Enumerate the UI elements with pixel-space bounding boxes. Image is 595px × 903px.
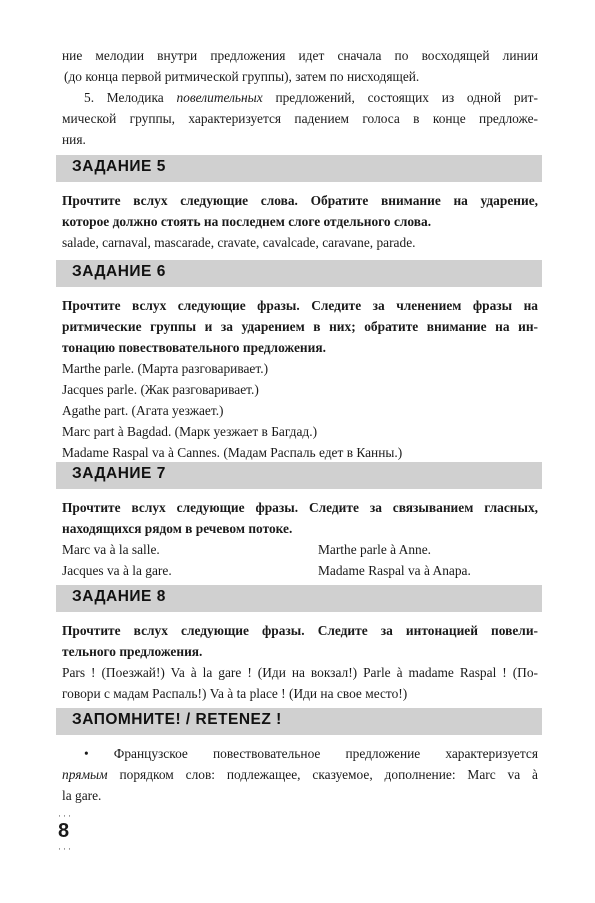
remember-line-1: • Французское повествовательное предложение характеризуется bbox=[84, 746, 538, 761]
remember-title: ЗАПОМНИТЕ! / RETENEZ ! bbox=[72, 711, 282, 728]
task7-instruction-1: Прочтите вслух следующие фразы. Следите за связыванием гласных, bbox=[62, 500, 538, 515]
task8-title: ЗАДАНИЕ 8 bbox=[72, 588, 166, 605]
page-number-dots-bottom: ··· bbox=[58, 844, 73, 854]
task6-header bbox=[56, 260, 542, 287]
intro-line-1: ние мелодии внутри предложения идет сначала по восходящей линии bbox=[62, 48, 538, 63]
remember-line-3: la gare. bbox=[62, 788, 102, 803]
task7-phrase-right: Madame Raspal va à Anapa. bbox=[318, 563, 471, 578]
task5-header bbox=[56, 155, 542, 182]
intro-paragraph-5 bbox=[62, 87, 538, 108]
task5-instruction-2: которое должно стоять на последнем слоге отдельного слова. bbox=[62, 214, 432, 229]
intro-line-5: ния. bbox=[62, 132, 86, 147]
task5-words: salade, carnaval, mascarade, cravate, cavalcade, caravane, parade. bbox=[62, 235, 416, 250]
task6-title: ЗАДАНИЕ 6 bbox=[72, 263, 166, 280]
task7-instruction-2: находящихся рядом в речевом потоке. bbox=[62, 521, 293, 536]
intro-p5-prefix: 5. Мелодика bbox=[84, 90, 177, 105]
task6-phrase: Marthe parle. (Марта разговаривает.) bbox=[62, 361, 269, 376]
task8-phrases-line-2: говори с мадам Распаль!) Va à ta place ! (Иди на свое место!) bbox=[62, 686, 408, 701]
intro-p5-suffix: предложений, состоящих из одной рит- bbox=[262, 90, 538, 105]
task8-phrases-line-1: Pars ! (Поезжай!) Va à la gare ! (Иди на вокзал!) Parle à madame Raspal ! (По- bbox=[62, 665, 538, 680]
task5-title: ЗАДАНИЕ 5 bbox=[72, 158, 166, 175]
task7-header bbox=[56, 462, 542, 489]
remember-line-2-text: порядком слов: подлежащее, сказуемое, дополнение: Marc va à bbox=[107, 767, 538, 782]
task8-instruction-1: Прочтите вслух следующие фразы. Следите за интонацией повели- bbox=[62, 623, 538, 638]
task6-phrase: Madame Raspal va à Cannes. (Мадам Распаль едет в Канны.) bbox=[62, 445, 403, 460]
task7-phrase-right: Marthe parle à Anne. bbox=[318, 542, 432, 557]
task6-instruction-3: тонацию повествовательного предложения. bbox=[62, 340, 326, 355]
task6-phrase: Jacques parle. (Жак разговаривает.) bbox=[62, 382, 259, 397]
intro-line-2: (до конца первой ритмической группы), затем по нисходящей. bbox=[64, 69, 420, 84]
intro-p5-italic: повелительных bbox=[176, 90, 263, 105]
task7-title: ЗАДАНИЕ 7 bbox=[72, 465, 166, 482]
task6-phrase: Agathe part. (Агата уезжает.) bbox=[62, 403, 224, 418]
task5-instruction-1: Прочтите вслух следующие слова. Обратите внимание на ударение, bbox=[62, 193, 538, 208]
page-number-dots-top: ··· bbox=[58, 811, 73, 821]
page-number: 8 bbox=[58, 820, 70, 842]
intro-line-4: мической группы, характеризуется падением голоса в конце предложе- bbox=[62, 111, 538, 126]
remember-line-2 bbox=[62, 764, 538, 785]
remember-italic-word: прямым bbox=[62, 767, 108, 782]
task8-header bbox=[56, 585, 542, 612]
task6-phrase: Marc part à Bagdad. (Марк уезжает в Багдад.) bbox=[62, 424, 318, 439]
remember-header bbox=[56, 708, 542, 735]
task7-phrase-left: Jacques va à la gare. bbox=[62, 563, 172, 578]
task6-instruction-2: ритмические группы и за ударением в них; обратите внимание на ин- bbox=[62, 319, 538, 334]
task6-instruction-1: Прочтите вслух следующие фразы. Следите за членением фразы на bbox=[62, 298, 538, 313]
task7-phrase-left: Marc va à la salle. bbox=[62, 542, 160, 557]
task8-instruction-2: тельного предложения. bbox=[62, 644, 203, 659]
